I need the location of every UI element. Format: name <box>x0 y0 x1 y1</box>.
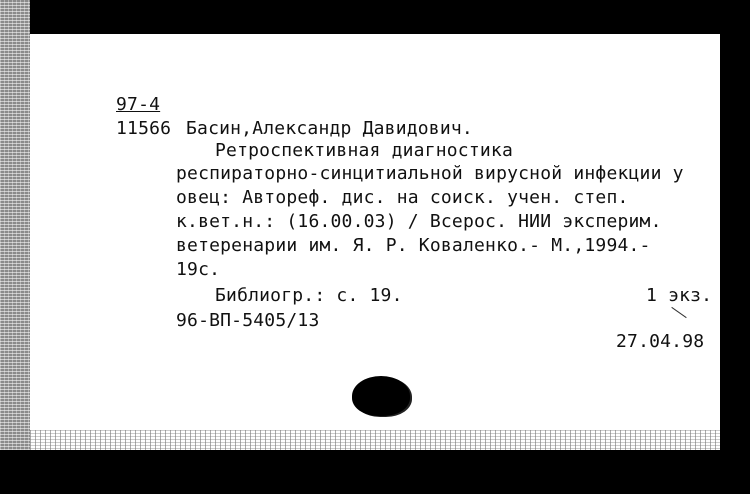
scan-noise <box>30 430 720 452</box>
scan-edge-strip <box>0 0 30 450</box>
call-number: 97-4 <box>116 94 161 115</box>
copies-count: 1 экз. <box>646 285 713 306</box>
scan-border <box>720 34 750 494</box>
entry-number: 11566 <box>116 118 172 139</box>
title-line: овец: Автореф. дис. на соиск. учен. степ. <box>176 187 629 208</box>
title-line: Ретроспективная диагностика <box>215 140 513 161</box>
catalog-card <box>30 34 720 450</box>
punch-hole <box>352 376 410 416</box>
title-line: 19с. <box>176 259 221 280</box>
author-name: Басин,Александр Давидович. <box>186 118 473 139</box>
registry-code: 96-ВП-5405/13 <box>176 310 320 331</box>
card-date: 27.04.98 <box>616 331 705 352</box>
title-line: к.вет.н.: (16.00.03) / Всерос. НИИ эксперим. <box>176 211 662 232</box>
title-line: респираторно-синцитиальной вирусной инфекции у <box>176 163 684 184</box>
title-line: ветеренарии им. Я. Р. Коваленко.- М.,1994.- <box>176 235 651 256</box>
pen-mark <box>671 307 686 318</box>
bibliography-note: Библиогр.: с. 19. <box>215 285 403 306</box>
